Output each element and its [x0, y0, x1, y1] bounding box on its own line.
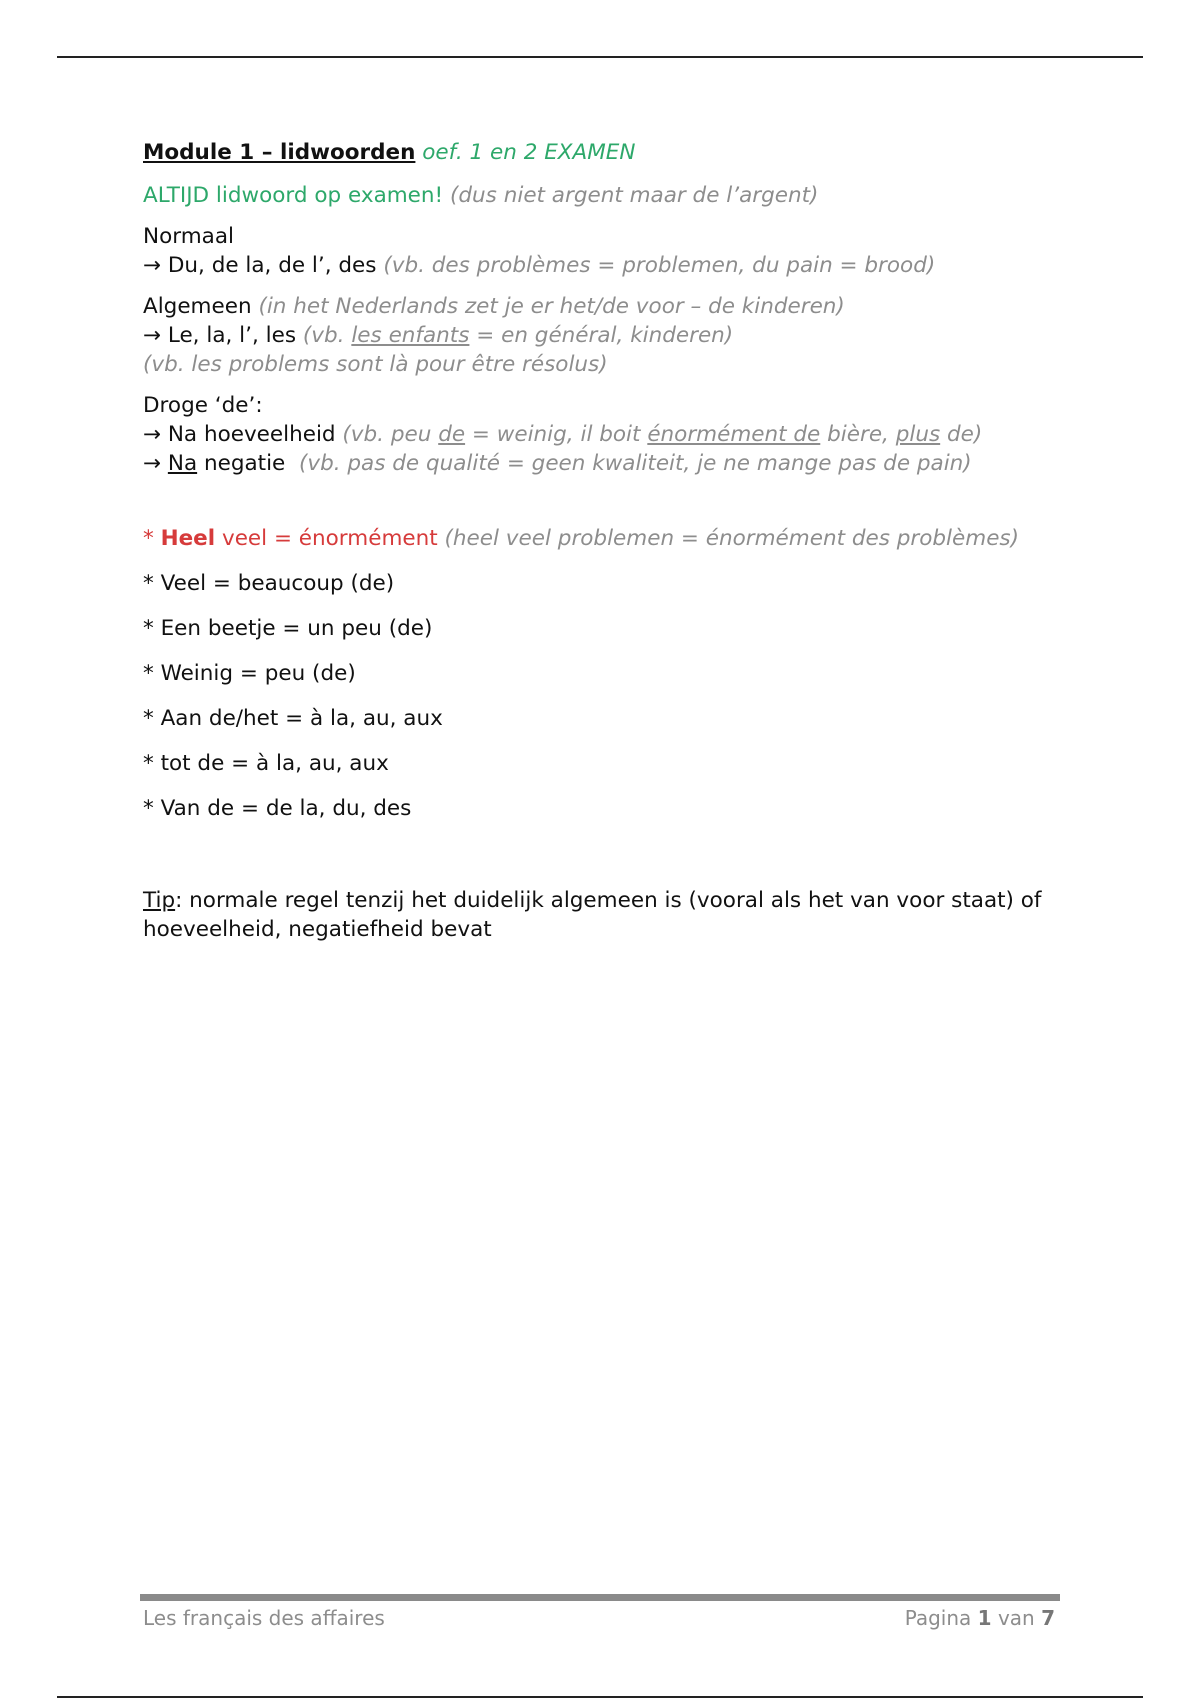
list-item: * Van de = de la, du, des — [143, 796, 412, 821]
droge-ex-u2: énormément de — [647, 422, 821, 447]
algemeen-example — [303, 323, 733, 348]
droge-ex-d: de) — [947, 422, 983, 447]
list-item-1-main — [143, 526, 438, 551]
list-item: * Veel = beaucoup (de) — [143, 571, 395, 596]
algemeen-rule: → Le, la, l’, les — [143, 323, 297, 348]
list-item-1-star: * — [143, 526, 154, 551]
list-item-1-bold: Heel — [160, 526, 216, 551]
page-title-line — [143, 138, 1103, 167]
section-droge-de — [143, 391, 1103, 478]
algemeen-heading-note: (in het Nederlands zet je er het/de voor – de kinderen) — [258, 294, 845, 319]
page-title: Module 1 – lidwoorden — [143, 140, 416, 165]
list-item: * Een beetje = un peu (de) — [143, 616, 433, 641]
list-item: * tot de = à la, au, aux — [143, 751, 389, 776]
exam-note-example: (dus niet argent maar de l’argent) — [450, 183, 819, 208]
algemeen-rule-line — [143, 321, 1103, 350]
tip-text: : normale regel tenzij het duidelijk algemeen is (vooral als het van voor staat) of hoeveelheid, negatiefheid bevat — [143, 888, 1042, 942]
droge-rule-2-na: Na — [167, 451, 198, 476]
footer-page-current: 1 — [977, 1606, 992, 1630]
droge-heading: Droge ‘de’: — [143, 393, 263, 418]
exam-note — [143, 181, 1103, 210]
normaal-rule-line — [143, 251, 1103, 280]
footer-of-word: van — [997, 1606, 1035, 1630]
droge-rule-1: → Na hoeveelheid — [143, 422, 336, 447]
droge-rule-2-line — [143, 449, 1103, 478]
droge-ex-c: bière, — [827, 422, 889, 447]
algemeen-heading-line — [143, 292, 1103, 321]
droge-ex-u1: de — [438, 422, 466, 447]
normaal-rule: → Du, de la, de l’, des — [143, 253, 377, 278]
droge-ex-a: (vb. peu — [342, 422, 432, 447]
footer-page-number — [905, 1606, 1055, 1630]
tip-label: Tip — [143, 888, 176, 913]
list-item: * Weinig = peu (de) — [143, 661, 356, 686]
top-rule — [57, 56, 1143, 58]
page-footer — [143, 1606, 1055, 1630]
droge-ex-b: = weinig, il boit — [471, 422, 641, 447]
section-algemeen — [143, 292, 1103, 379]
footer-bar — [140, 1594, 1060, 1601]
footer-course-title: Les français des affaires — [143, 1606, 385, 1630]
list-item: * Aan de/het = à la, au, aux — [143, 706, 443, 731]
normaal-heading: Normaal — [143, 224, 234, 249]
droge-rule-2-arrow: → — [143, 451, 162, 476]
bottom-rule — [57, 1696, 1143, 1698]
footer-page-total: 7 — [1041, 1606, 1055, 1630]
tip-paragraph — [143, 886, 1073, 944]
list-item-1-example: (heel veel problemen = énormément des problèmes) — [444, 526, 1020, 551]
list-item — [143, 524, 1103, 553]
algemeen-example-open: (vb. — [302, 323, 345, 348]
list-item-1-rest: veel = énormément — [221, 526, 438, 551]
vocab-list — [143, 524, 1103, 823]
exam-note-main: ALTIJD lidwoord op examen! — [143, 183, 444, 208]
droge-rule-2-example: (vb. pas de qualité = geen kwaliteit, je ne mange pas de pain) — [298, 451, 972, 476]
droge-rule-1-example — [342, 422, 982, 447]
normaal-example: (vb. des problèmes = problemen, du pain = brood) — [383, 253, 936, 278]
document-body — [143, 138, 1103, 944]
page-subtitle: oef. 1 en 2 EXAMEN — [422, 140, 636, 165]
droge-rule-1-line — [143, 420, 1103, 449]
algemeen-example-word: les enfants — [351, 323, 470, 348]
section-normaal — [143, 222, 1103, 280]
algemeen-example-2: (vb. les problems sont là pour être résolus) — [143, 352, 608, 377]
algemeen-heading: Algemeen — [143, 294, 252, 319]
algemeen-example-rest: = en général, kinderen) — [476, 323, 734, 348]
droge-ex-u3: plus — [895, 422, 941, 447]
droge-rule-2-word: negatie — [203, 451, 286, 476]
footer-page-word: Pagina — [904, 1606, 972, 1630]
